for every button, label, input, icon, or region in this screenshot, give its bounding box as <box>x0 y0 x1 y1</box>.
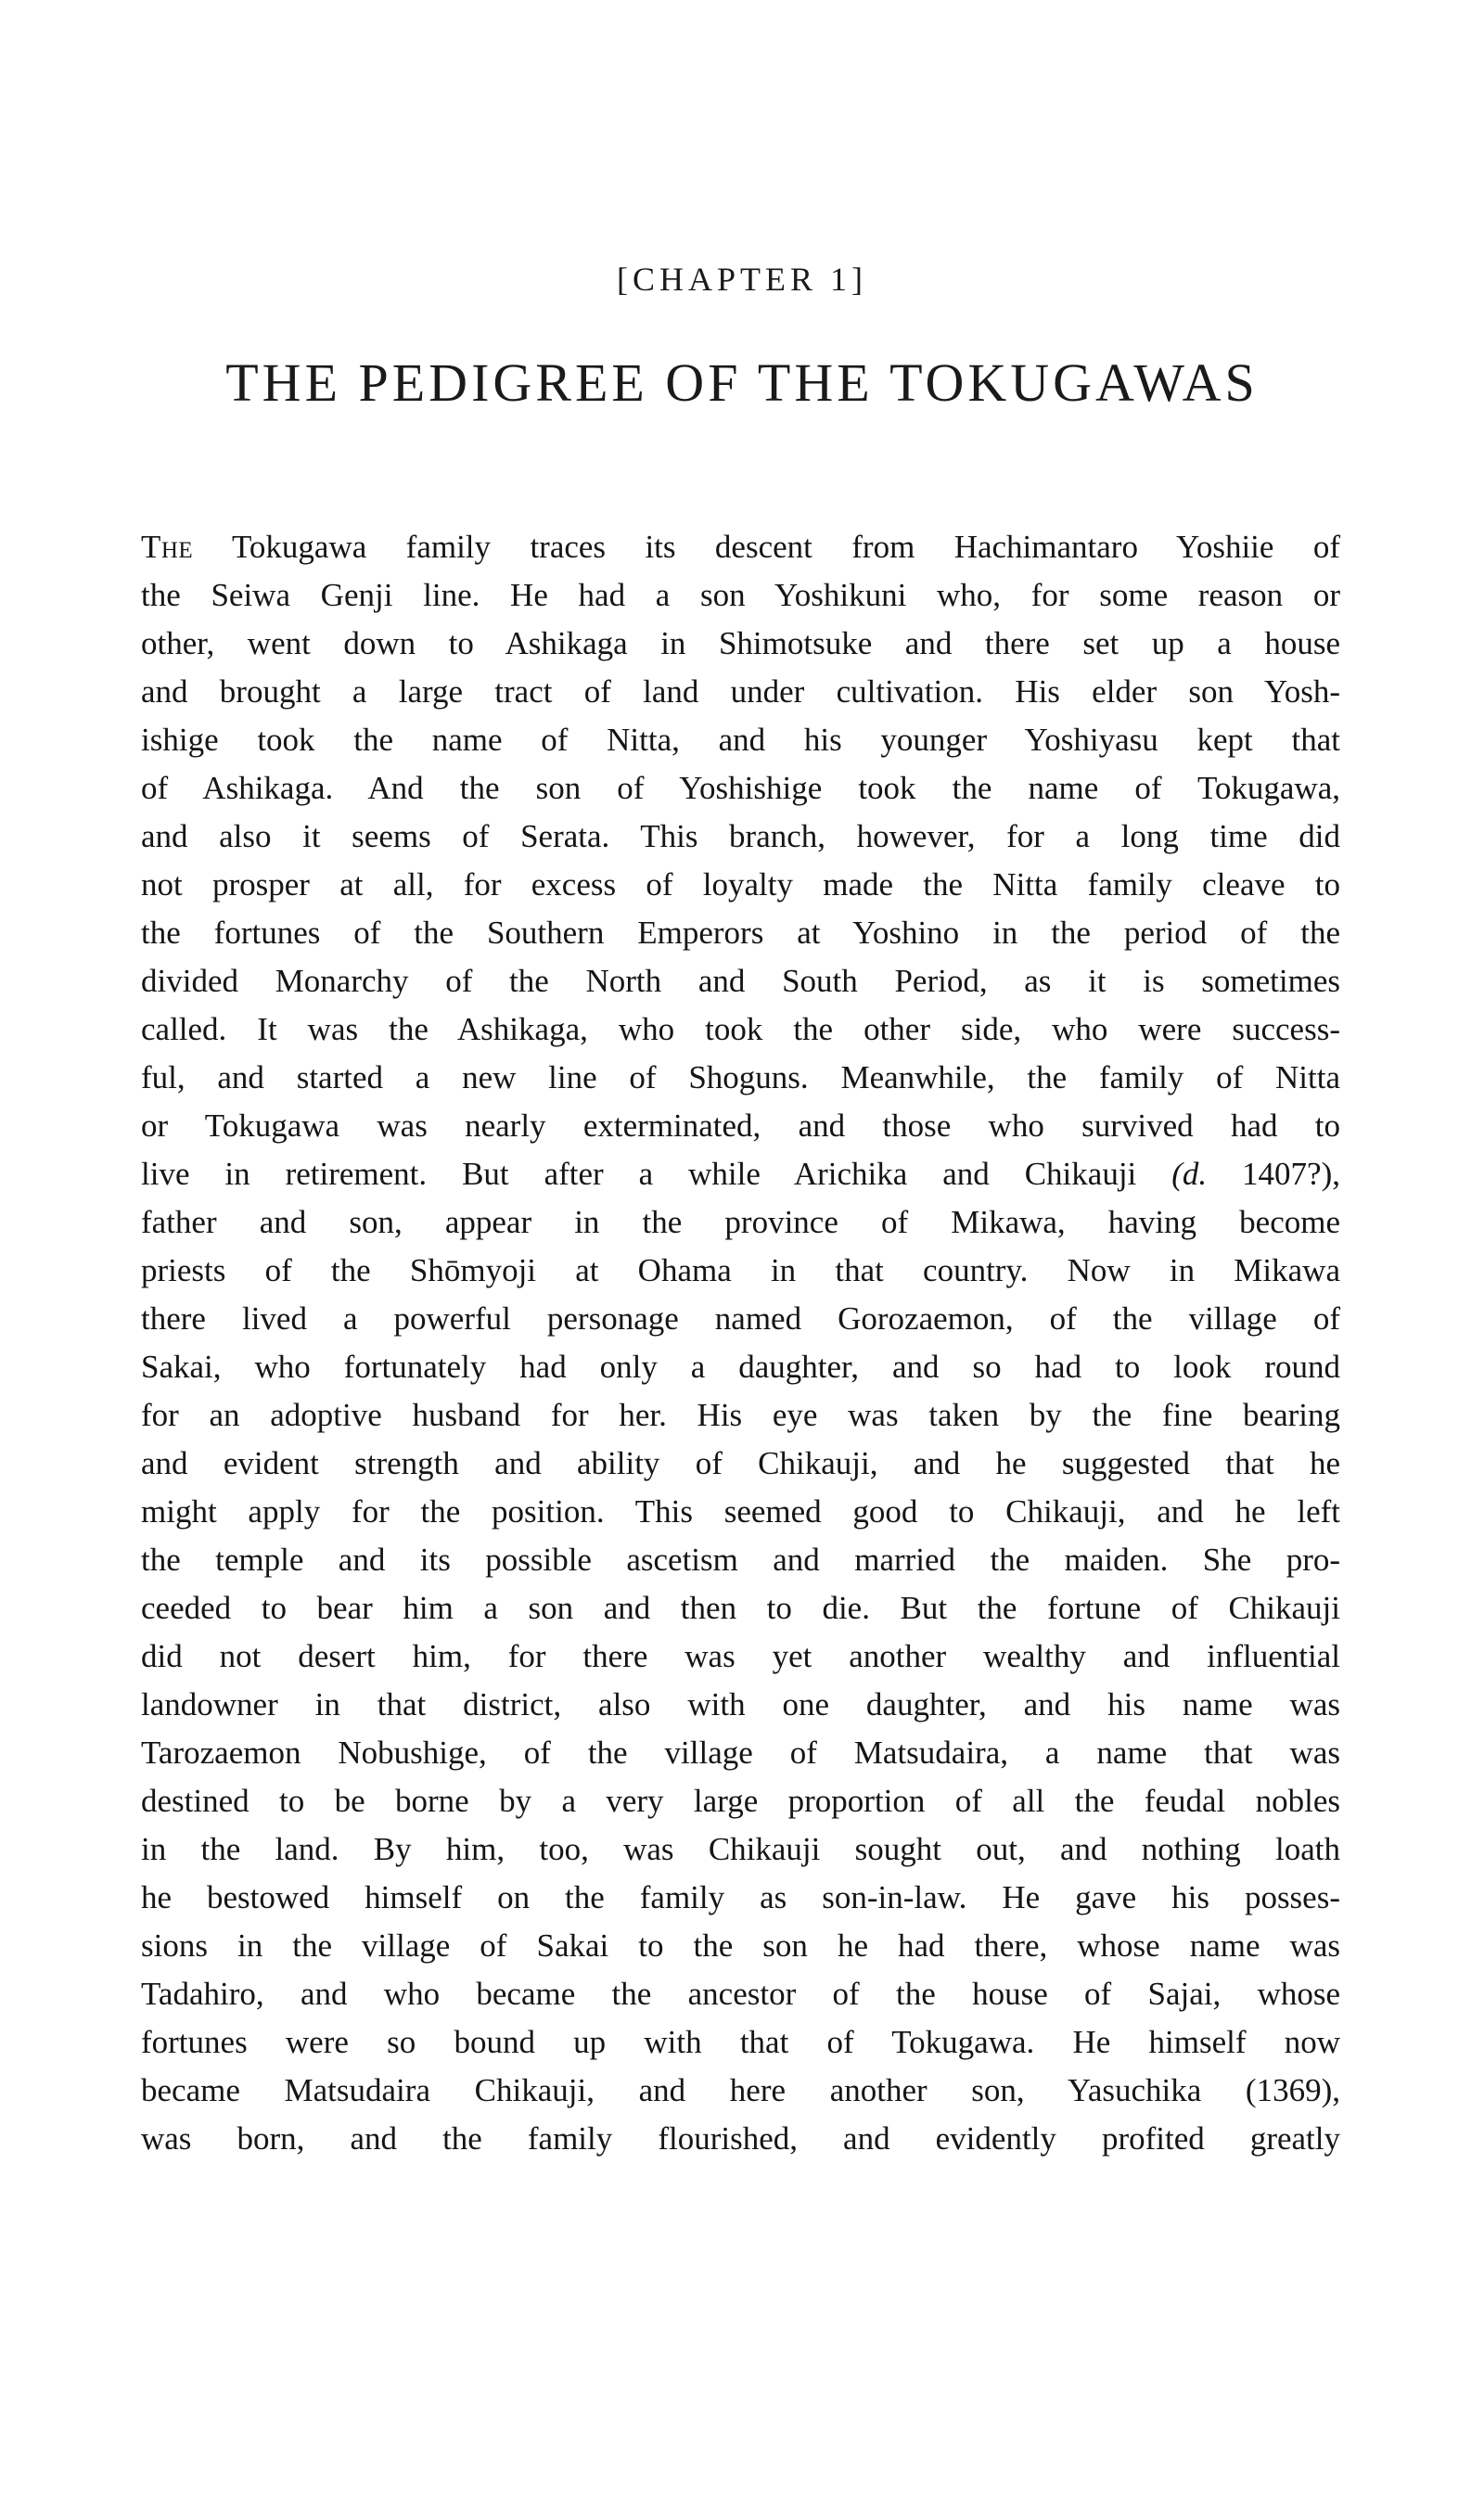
text-segment: and also it seems of Serata. This branch, however, for a long time did <box>141 818 1340 854</box>
text-segment: was born, and the family flourished, and evidently profited greatly <box>141 2120 1340 2157</box>
text-line <box>141 909 1340 957</box>
text-segment: Tokugawa family traces its descent from Hachimantaro Yoshiie of <box>193 529 1340 565</box>
text-segment: Sakai, who fortunately had only a daughter, and so had to look round <box>141 1349 1340 1385</box>
text-line <box>141 957 1340 1005</box>
text-segment: father and son, appear in the province of Mikawa, having become <box>141 1204 1340 1240</box>
text-line <box>141 620 1340 668</box>
text-segment: live in retirement. But after a while Arichika and Chikauji <box>141 1156 1172 1192</box>
text-line <box>141 1874 1340 1922</box>
italic-text: (d. <box>1171 1156 1208 1192</box>
text-segment: other, went down to Ashikaga in Shimotsuke and there set up a house <box>141 625 1340 661</box>
text-segment: divided Monarchy of the North and South Period, as it is sometimes <box>141 963 1340 999</box>
text-line <box>141 1054 1340 1102</box>
text-line <box>141 1102 1340 1150</box>
text-segment: Tadahiro, and who became the ancestor of the house of Sajai, whose <box>141 1976 1340 2012</box>
text-segment: of Ashikaga. And the son of Yoshishige took the name of Tokugawa, <box>141 770 1340 806</box>
text-line <box>141 1488 1340 1536</box>
text-line <box>141 861 1340 909</box>
text-line <box>141 1825 1340 1874</box>
text-line <box>141 764 1340 813</box>
text-segment: did not desert him, for there was yet another wealthy and influential <box>141 1638 1340 1674</box>
text-segment: ceeded to bear him a son and then to die. But the fortune of Chikauji <box>141 1590 1340 1626</box>
text-line <box>141 2115 1340 2163</box>
text-segment: he bestowed himself on the family as son-in-law. He gave his posses- <box>141 1879 1340 1915</box>
text-segment: the Seiwa Genji line. He had a son Yoshikuni who, for some reason or <box>141 577 1340 613</box>
text-segment: ishige took the name of Nitta, and his younger Yoshiyasu kept that <box>141 722 1340 758</box>
text-segment: in the land. By him, too, was Chikauji sought out, and nothing loath <box>141 1831 1340 1867</box>
text-line <box>141 1295 1340 1343</box>
chapter-label: [CHAPTER 1] <box>617 261 867 298</box>
text-line <box>141 813 1340 861</box>
text-segment: called. It was the Ashikaga, who took the other side, who were success- <box>141 1011 1340 1047</box>
text-line <box>141 1005 1340 1054</box>
small-caps-text: The <box>141 529 194 565</box>
text-line <box>141 1536 1340 1584</box>
text-line <box>141 668 1340 716</box>
text-line <box>141 1777 1340 1825</box>
text-segment: ful, and started a new line of Shoguns. Meanwhile, the family of Nitta <box>141 1059 1340 1095</box>
text-line <box>141 571 1340 620</box>
text-segment: for an adoptive husband for her. His eye was taken by the fine bearing <box>141 1397 1340 1433</box>
text-line <box>141 1198 1340 1247</box>
text-line <box>141 1633 1340 1681</box>
text-segment: landowner in that district, also with one daughter, and his name was <box>141 1686 1340 1722</box>
text-segment: the fortunes of the Southern Emperors at Yoshino in the period of the <box>141 915 1340 951</box>
page-title: THE PEDIGREE OF THE TOKUGAWAS <box>225 352 1259 413</box>
text-segment: and brought a large tract of land under cultivation. His elder son Yosh- <box>141 673 1340 710</box>
text-line <box>141 2067 1340 2115</box>
book-page <box>0 263 1484 2497</box>
text-segment: fortunes were so bound up with that of Tokugawa. He himself now <box>141 2024 1340 2060</box>
text-segment: or Tokugawa was nearly exterminated, and those who survived had to <box>141 1108 1340 1144</box>
text-line <box>141 1150 1340 1198</box>
text-line <box>141 1922 1340 1970</box>
text-segment: Tarozaemon Nobushige, of the village of Matsudaira, a name that was <box>141 1735 1340 1771</box>
text-line <box>141 716 1340 764</box>
text-line <box>141 523 1340 571</box>
text-segment: 1407?), <box>1207 1156 1340 1192</box>
text-line <box>141 2018 1340 2067</box>
text-segment: priests of the Shōmyoji at Ohama in that country. Now in Mikawa <box>141 1252 1340 1288</box>
text-segment: might apply for the position. This seemed good to Chikauji, and he left <box>141 1493 1340 1530</box>
text-line <box>141 1729 1340 1777</box>
text-segment: the temple and its possible ascetism and married the maiden. She pro- <box>141 1542 1340 1578</box>
text-line <box>141 1970 1340 2018</box>
text-line <box>141 1247 1340 1295</box>
text-segment: sions in the village of Sakai to the son he had there, whose name was <box>141 1927 1340 1964</box>
text-line <box>141 1440 1340 1488</box>
text-segment: and evident strength and ability of Chikauji, and he suggested that he <box>141 1445 1340 1481</box>
text-segment: destined to be borne by a very large proportion of all the feudal nobles <box>141 1783 1340 1819</box>
text-segment: became Matsudaira Chikauji, and here another son, Yasuchika (1369), <box>141 2072 1340 2108</box>
text-line <box>141 1343 1340 1391</box>
text-line <box>141 1391 1340 1440</box>
text-line <box>141 1584 1340 1633</box>
text-line <box>141 1681 1340 1729</box>
body-text <box>141 523 1340 2163</box>
text-segment: there lived a powerful personage named Gorozaemon, of the village of <box>141 1300 1340 1337</box>
text-segment: not prosper at all, for excess of loyalty made the Nitta family cleave to <box>141 866 1340 903</box>
